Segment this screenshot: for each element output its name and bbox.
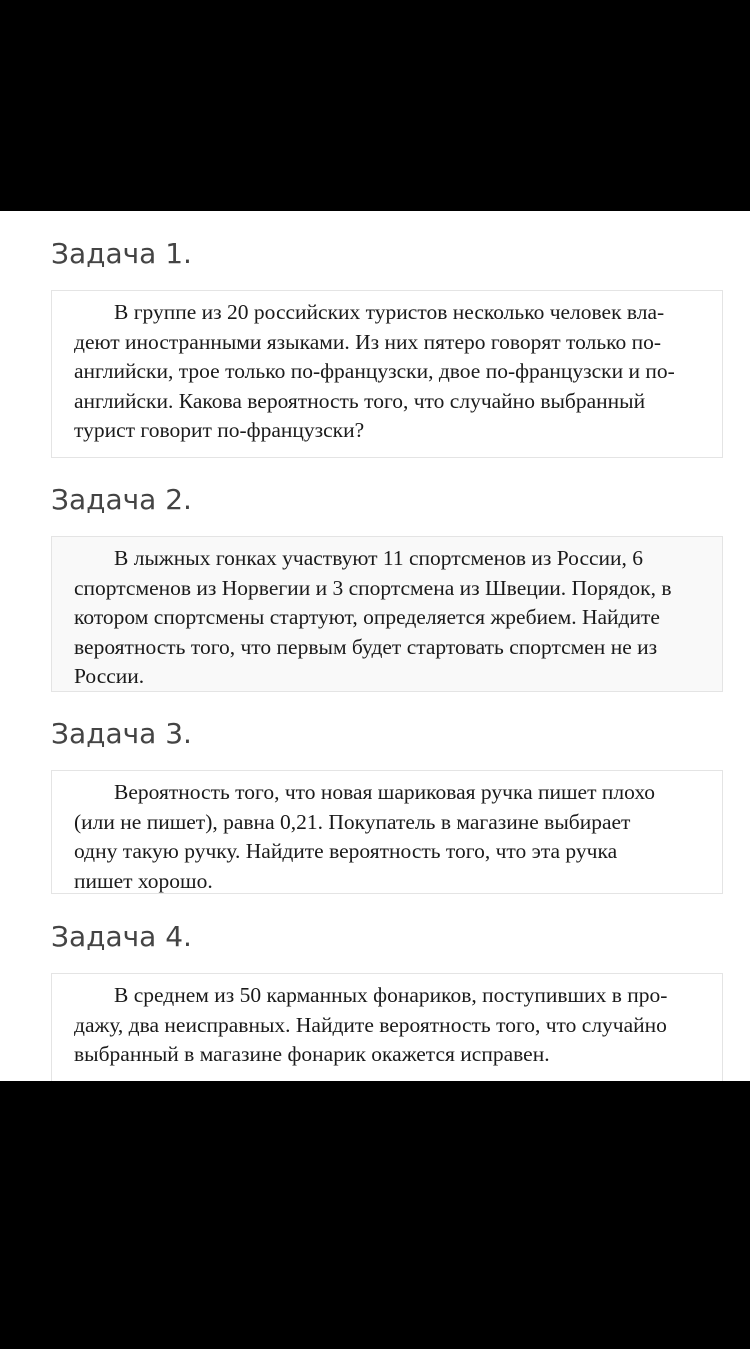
task-2-line-3: котором спортсмены стартуют, определяется жребием. Найдите bbox=[74, 605, 660, 629]
task-4-box bbox=[51, 973, 723, 1081]
task-4-line-2: дажу, два неисправных. Найдите вероятность того, что случайно bbox=[74, 1012, 667, 1037]
task-4-line-3: выбранный в магазине фонарик окажется исправен. bbox=[74, 1042, 550, 1066]
task-2-line-5: России. bbox=[74, 664, 145, 688]
task-2-box bbox=[51, 536, 723, 692]
task-1-line-1: В группе из 20 российских туристов несколько человек вла- bbox=[114, 300, 665, 324]
task-3-line-3: одну такую ручку. Найдите вероятность того, что эта ручка bbox=[74, 839, 618, 863]
task-1-text bbox=[74, 298, 702, 446]
task-3-line-2: (или не пишет), равна 0,21. Покупатель в магазине выбирает bbox=[74, 809, 631, 834]
task-4-title: Задача 4. bbox=[51, 920, 192, 953]
task-2-line-2: спортсменов из Норвегии и 3 спортсмена из Швеции. Порядок, в bbox=[74, 575, 672, 600]
task-4-text bbox=[74, 981, 702, 1070]
task-1-line-2: деют иностранными языками. Из них пятеро говорят только по- bbox=[74, 329, 662, 354]
document-page bbox=[0, 211, 750, 1081]
task-2-line-1: В лыжных гонках участвуют 11 спортсменов из России, 6 bbox=[114, 546, 644, 570]
task-1-title: Задача 1. bbox=[51, 237, 192, 270]
task-1-box bbox=[51, 290, 723, 458]
task-3-line-1: Вероятность того, что новая шариковая ручка пишет плохо bbox=[114, 780, 656, 804]
task-2-title: Задача 2. bbox=[51, 483, 192, 516]
task-3-box bbox=[51, 770, 723, 894]
task-2-line-4: вероятность того, что первым будет стартовать спортсмен не из bbox=[74, 634, 658, 659]
task-1-line-4: английски. Какова вероятность того, что случайно выбранный bbox=[74, 388, 646, 413]
task-3-text bbox=[74, 778, 702, 896]
task-2-text bbox=[74, 544, 702, 692]
task-1-line-3: английски, трое только по-французски, двое по-французски и по- bbox=[74, 359, 675, 383]
task-1-line-5: турист говорит по-французски? bbox=[74, 418, 365, 442]
task-3-title: Задача 3. bbox=[51, 717, 192, 750]
task-4-line-1: В среднем из 50 карманных фонариков, поступивших в про- bbox=[114, 983, 668, 1007]
task-3-line-4: пишет хорошо. bbox=[74, 868, 213, 893]
